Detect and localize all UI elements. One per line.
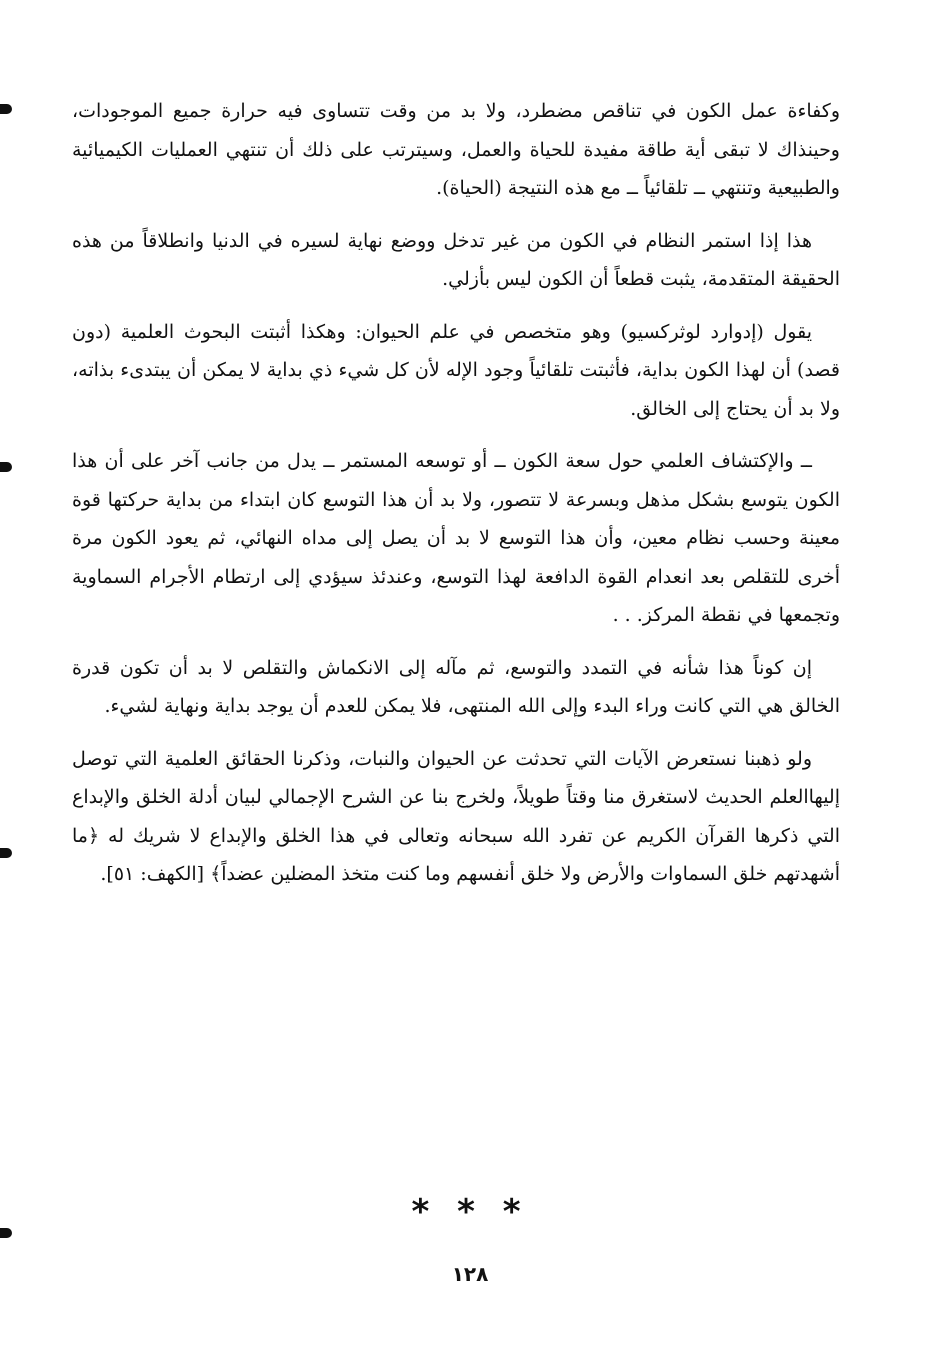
paragraph: يقول (إدوارد لوثركسيو) وهو متخصص في علم الحيوان: وهكذا أثبتت البحوث العلمية (دون قصد) أن لهذا الكون بداية، فأثبتت تلقائياً وجود الإله لأن كل شيء ذي بداية لا يمكن أن يبتدىء بذاته، ولا بد أن يحتاج إلى الخالق. — [72, 320, 840, 420]
page-edge-mark — [0, 462, 12, 472]
paragraph: هذا إذا استمر النظام في الكون من غير تدخل ووضع نهاية لسيره في الدنيا وانطلاقاً من هذه الحقيقة المتقدمة، يثبت قطعاً أن الكون ليس بأزلي. — [72, 229, 840, 290]
paragraph: ولو ذهبنا نستعرض الآيات التي تحدثت عن الحيوان والنبات، وذكرنا الحقائق العلمية التي توصل إليهاالعلم الحديث لاستغرق منا وقتاً طويلاً، ولخرج بنا عن الشرح الإجمالي لبيان أدلة الخلق والإبداع التي ذكرها القرآن الكريم عن تفرد الله سبحانه وتعالى في هذا الخلق والإبداع لا شريك له ﴿ما أشهدتهم خلق السماوات والأرض ولا خلق أنفسهم وما كنت متخذ المضلين عضداً﴾ [الكهف: ٥١]. — [72, 747, 840, 885]
page-edge-mark — [0, 848, 12, 858]
paragraph: وكفاءة عمل الكون في تناقص مضطرد، ولا بد من وقت تتساوى فيه حرارة جميع الموجودات، وحينذاك لا تبقى أية طاقة مفيدة للحياة والعمل، وسيترتب على ذلك أن تنتهي العمليات الكيميائية والطبيعية وتنتهي ــ تلقائياً ــ مع هذه النتيجة (الحياة). — [72, 100, 840, 199]
section-separator: * * * — [411, 1192, 529, 1232]
paragraph: إن كوناً هذا شأنه في التمدد والتوسع، ثم مآله إلى الانكماش والتقلص لا بد أن تكون قدرة الخالق هي التي كانت وراء البدء وإلى الله المنتهى، فلا يمكن للعدم أن يوجد بداية ونهاية لشيء. — [72, 656, 840, 717]
page-edge-mark — [0, 104, 12, 114]
page-body — [72, 92, 840, 908]
page-number: ١٢٨ — [451, 1262, 489, 1286]
paragraph: ــ والإكتشاف العلمي حول سعة الكون ــ أو توسعه المستمر ــ يدل من جانب آخر على أن هذا الكون يتوسع بشكل مذهل وبسرعة لا تتصور، ولا بد أن هذا التوسع كان ابتداء من بداية حركتها قوة معينة وحسب نظام معين، وأن هذا التوسع لا بد أن يصل إلى مداه النهائي، ثم يعود الكون مرة أخرى للتقلص بعد انعدام القوة الدافعة لهذا التوسع، وعندئذ سيؤدي إلى ارتطام الأجرام السماوية وتجمعها في نقطة المركز. . . — [72, 450, 840, 626]
